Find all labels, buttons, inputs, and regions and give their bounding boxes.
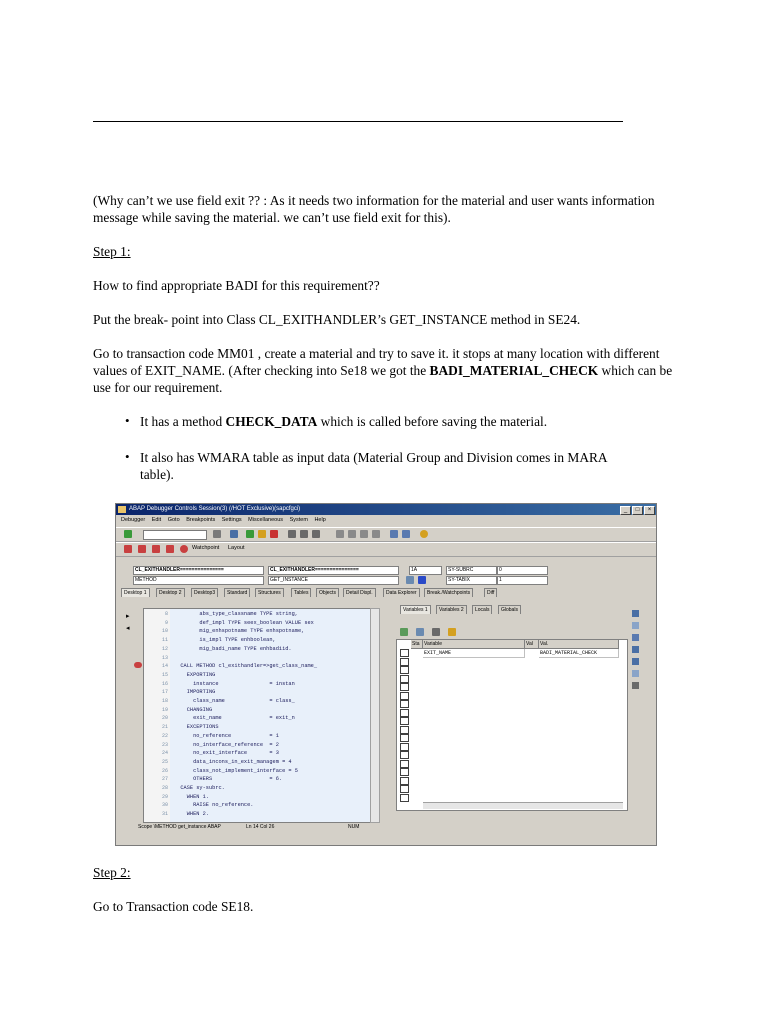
line-number: 25 — [161, 758, 168, 765]
line-number: 27 — [161, 776, 168, 783]
history-icon[interactable] — [213, 530, 221, 538]
breakpoint-icon[interactable] — [134, 662, 142, 668]
se18-paragraph: Go to Transaction code SE18. — [93, 899, 254, 914]
breakpoint-paragraph: Put the break- point into Class CL_EXITHANDLER’s GET_INSTANCE method in SE24. — [93, 312, 581, 327]
tab-variables-2[interactable]: Variables 2 — [436, 605, 467, 614]
question-paragraph: How to find appropriate BADI for this requirement?? — [93, 278, 380, 293]
step-2-heading: Step 2: — [93, 865, 131, 880]
layout-button[interactable]: Layout — [228, 545, 245, 551]
line-number: 13 — [161, 654, 168, 661]
debugger-screenshot — [115, 503, 657, 846]
value-badi-material-check[interactable]: BADI_MATERIAL_CHECK — [539, 649, 619, 658]
code-line: CHANGING — [174, 706, 213, 713]
menu-goto[interactable]: Goto — [167, 517, 180, 523]
line-number: 30 — [161, 802, 168, 809]
bullet-1-marker: • — [125, 413, 130, 428]
sy-subrc-label: SY-SUBRC — [446, 566, 497, 575]
sap-window-icon — [118, 506, 126, 513]
back-icon[interactable] — [246, 530, 254, 538]
debugger-fields — [116, 564, 656, 586]
tab-diff[interactable]: Diff — [484, 588, 497, 597]
watchpoint-button[interactable]: Watchpoint — [192, 545, 220, 551]
code-line: EXPORTING — [174, 671, 216, 678]
new-session-icon[interactable] — [390, 530, 398, 538]
maximize-button[interactable]: □ — [632, 506, 643, 515]
line-number: 8 — [164, 611, 168, 617]
headphones-icon[interactable] — [632, 682, 639, 689]
line-number: 16 — [161, 680, 168, 687]
row-select-checkbox[interactable] — [400, 717, 409, 725]
full-screen-icon[interactable] — [632, 646, 639, 653]
close-tool-icon[interactable] — [632, 610, 639, 617]
return-icon[interactable] — [152, 545, 160, 553]
nav-back-arrow[interactable]: ◂ — [126, 625, 130, 632]
import-variables-icon[interactable] — [448, 628, 456, 636]
row-select-checkbox[interactable] — [400, 751, 409, 759]
continue-icon[interactable] — [166, 545, 174, 553]
row-select-checkbox[interactable] — [400, 709, 409, 717]
bullet-2-text: It also has WMARA table as input data (Material Group and Division comes in MARA table). — [140, 450, 607, 482]
menu-debugger[interactable]: Debugger — [121, 517, 146, 523]
line-number: 21 — [161, 724, 168, 731]
mm01-text: Go to transaction code MM01 , create a material and try to save it. it stops at many location with different values of EXIT_NAME. (After checking into Se18 we got the — [93, 346, 663, 378]
close-button[interactable]: × — [644, 506, 655, 515]
row-select-checkbox[interactable] — [400, 692, 409, 700]
last-page-icon[interactable] — [372, 530, 380, 538]
display-variable-icon[interactable] — [416, 628, 424, 636]
info-icon[interactable] — [418, 576, 426, 584]
tab-variables-1[interactable]: Variables 1 — [400, 605, 431, 614]
grid-hscrollbar[interactable] — [423, 802, 623, 809]
code-line: no_reference = 1 — [174, 732, 279, 739]
code-line: mig_badi_name TYPE enhbadiid. — [174, 645, 292, 652]
menu-system[interactable]: System — [289, 517, 308, 523]
step-1-heading: Step 1: — [93, 244, 131, 259]
tab-detail-display[interactable]: Detail Displ. — [343, 588, 376, 597]
menu-bar — [116, 516, 656, 525]
tab-desktop-2[interactable]: Desktop 2 — [156, 588, 185, 597]
enter-icon[interactable] — [124, 530, 132, 538]
status-bar — [116, 822, 656, 832]
intro-paragraph: (Why can’t we use field exit ?? : As it needs two information for the material and user wants information message while saving the material. we can’t use field exit for this). — [93, 193, 658, 225]
row-select-checkbox[interactable] — [400, 726, 409, 734]
help-icon[interactable] — [420, 530, 428, 538]
variables-grid — [396, 639, 628, 811]
variable-exit-name[interactable]: EXIT_NAME — [423, 649, 525, 658]
stop-icon[interactable] — [180, 545, 188, 553]
row-select-checkbox[interactable] — [400, 794, 409, 802]
title-bar — [116, 504, 656, 515]
sy-subrc-value[interactable]: 0 — [497, 566, 548, 575]
line-number: 22 — [161, 732, 168, 739]
source-code-pane — [143, 608, 370, 823]
line-number: 12 — [161, 645, 168, 652]
menu-miscellaneous[interactable]: Miscellaneous — [248, 517, 284, 523]
class-field-2[interactable]: CL_EXITHANDLER=============== — [268, 566, 399, 575]
code-line: exit_name = exit_n — [174, 715, 295, 722]
row-select-checkbox[interactable] — [400, 658, 409, 666]
minimize-button[interactable]: _ — [620, 506, 631, 515]
row-select-checkbox[interactable] — [400, 743, 409, 751]
tab-locals[interactable]: Locals — [472, 605, 492, 614]
code-scrollbar[interactable] — [370, 608, 380, 823]
shortcut-icon[interactable] — [402, 530, 410, 538]
status-scope: Scope \METHOD get_instance ABAP — [138, 824, 221, 830]
line-number: 17 — [161, 689, 168, 696]
line-number: 14 — [161, 663, 168, 670]
line-number: 31 — [161, 811, 168, 818]
line-number: 29 — [161, 793, 168, 800]
code-line: class_not_implement_interface = 5 — [174, 767, 298, 774]
display-icon[interactable] — [406, 576, 414, 584]
sy-tabix-label: SY-TABIX — [446, 576, 497, 585]
code-line: WHEN 1. — [174, 793, 209, 800]
services-icon[interactable] — [632, 670, 639, 677]
find-next-icon[interactable] — [312, 530, 320, 538]
menu-settings[interactable]: Settings — [221, 517, 242, 523]
row-select-checkbox[interactable] — [400, 760, 409, 768]
tab-structures[interactable]: Structures — [255, 588, 284, 597]
bullet-1-end: which is called before saving the material. — [317, 414, 548, 429]
code-line: RAISE no_reference. — [174, 802, 254, 809]
save-icon[interactable] — [230, 530, 238, 538]
col-val-1: Val — [525, 640, 539, 649]
line-number: 19 — [161, 706, 168, 713]
line-field[interactable]: 1A — [409, 566, 442, 575]
type-field[interactable]: METHOD — [133, 576, 264, 585]
next-page-icon[interactable] — [360, 530, 368, 538]
swap-tool-icon[interactable] — [632, 658, 639, 665]
tab-data-explorer[interactable]: Data Explorer — [383, 588, 420, 597]
tab-desktop-3[interactable]: Desktop3 — [191, 588, 218, 597]
code-line: no_interface_reference = 2 — [174, 741, 279, 748]
row-select-checkbox[interactable] — [400, 666, 409, 674]
code-line: CALL METHOD cl_exithandler=>get_class_name_ — [174, 663, 318, 670]
line-number: 18 — [161, 698, 168, 704]
code-line: abs_type_classname TYPE string, — [174, 611, 298, 617]
desktop-tabs — [121, 588, 651, 597]
row-select-checkbox[interactable] — [400, 734, 409, 742]
code-line: no_exit_interface = 3 — [174, 750, 279, 757]
method-field[interactable]: GET_INSTANCE — [268, 576, 399, 585]
cancel-icon[interactable] — [270, 530, 278, 538]
menu-help[interactable]: Help — [314, 517, 326, 523]
replace-tool-icon[interactable] — [632, 634, 639, 641]
sy-tabix-value[interactable]: 1 — [497, 576, 548, 585]
tab-tables[interactable]: Tables — [291, 588, 311, 597]
horizontal-rule — [93, 121, 623, 122]
code-line: def_impl TYPE seex_boolean VALUE sex — [174, 619, 314, 626]
line-number: 15 — [161, 671, 168, 678]
previous-page-icon[interactable] — [348, 530, 356, 538]
code-line: EXCEPTIONS — [174, 724, 219, 731]
bullet-1-start: It has a method — [140, 414, 226, 429]
line-number: 10 — [161, 628, 168, 635]
col-status: Sta — [411, 640, 423, 649]
tab-break-watchpoints[interactable]: Break./Watchpoints — [424, 588, 473, 597]
line-number: 23 — [161, 741, 168, 748]
status-mode: NUM — [348, 824, 360, 830]
method-name: CHECK_DATA — [225, 414, 318, 429]
line-number: 9 — [164, 619, 168, 626]
status-position: Ln 14 Col 26 — [246, 824, 275, 830]
step-icon[interactable] — [124, 545, 132, 553]
code-line: IMPORTING — [174, 689, 216, 696]
command-field[interactable] — [143, 530, 207, 540]
code-area — [144, 609, 379, 822]
code-line: data_incons_in_exit_managem = 4 — [174, 758, 292, 765]
tab-standard[interactable]: Standard — [224, 588, 250, 597]
badi-name: BADI_MATERIAL_CHECK — [429, 363, 599, 378]
line-number: 28 — [161, 785, 168, 791]
tab-globals[interactable]: Globals — [498, 605, 521, 614]
code-line: instance = instan — [174, 680, 295, 687]
standard-toolbar — [116, 527, 656, 542]
line-number: 26 — [161, 767, 168, 774]
delete-variable-icon[interactable] — [432, 628, 440, 636]
row-select-checkbox[interactable] — [400, 785, 409, 793]
bullet-1-text — [140, 413, 660, 430]
execute-icon[interactable] — [138, 545, 146, 553]
first-page-icon[interactable] — [336, 530, 344, 538]
find-icon[interactable] — [300, 530, 308, 538]
debugger-toolbar — [116, 542, 656, 557]
mm01-paragraph — [93, 345, 683, 396]
line-number: 11 — [161, 637, 168, 644]
line-number: 24 — [161, 750, 168, 757]
new-variable-icon[interactable] — [400, 628, 408, 636]
code-line: OTHERS = 6. — [174, 776, 283, 783]
menu-edit[interactable]: Edit — [151, 517, 162, 523]
menu-breakpoints[interactable]: Breakpoints — [186, 517, 216, 523]
exit-icon[interactable] — [258, 530, 266, 538]
class-field-1[interactable]: CL_EXITHANDLER=============== — [133, 566, 264, 575]
tab-desktop-1[interactable]: Desktop 1 — [121, 588, 150, 597]
line-number: 20 — [161, 715, 168, 722]
variables-pane — [396, 599, 626, 824]
print-icon[interactable] — [288, 530, 296, 538]
code-line: is_impl TYPE enhboolean, — [174, 637, 276, 644]
code-line: WHEN 2. — [174, 811, 209, 818]
code-line: class_name = class_ — [174, 698, 295, 704]
tab-objects[interactable]: Objects — [316, 588, 339, 597]
code-line: CASE sy-subrc. — [174, 785, 225, 791]
row-select-checkbox[interactable] — [400, 700, 409, 708]
window-title: ABAP Debugger Controls Session(3) (/HOT Exclusive)(sapcfgci) — [129, 506, 301, 512]
row-select-checkbox[interactable] — [400, 649, 409, 657]
row-select-checkbox[interactable] — [400, 777, 409, 785]
col-variable: Variable — [423, 640, 525, 649]
row-select-checkbox[interactable] — [400, 768, 409, 776]
row-select-checkbox[interactable] — [400, 683, 409, 691]
code-line: mig_enhspotname TYPE enhspotname, — [174, 628, 305, 635]
row-select-checkbox[interactable] — [400, 675, 409, 683]
new-tool-icon[interactable] — [632, 622, 639, 629]
nav-left-arrow[interactable]: ▸ — [126, 613, 130, 620]
mm01-text-end: which can be use for our requirement. — [93, 363, 676, 395]
bullet-2-marker: • — [125, 449, 130, 464]
col-val-2: Val. — [539, 640, 619, 649]
